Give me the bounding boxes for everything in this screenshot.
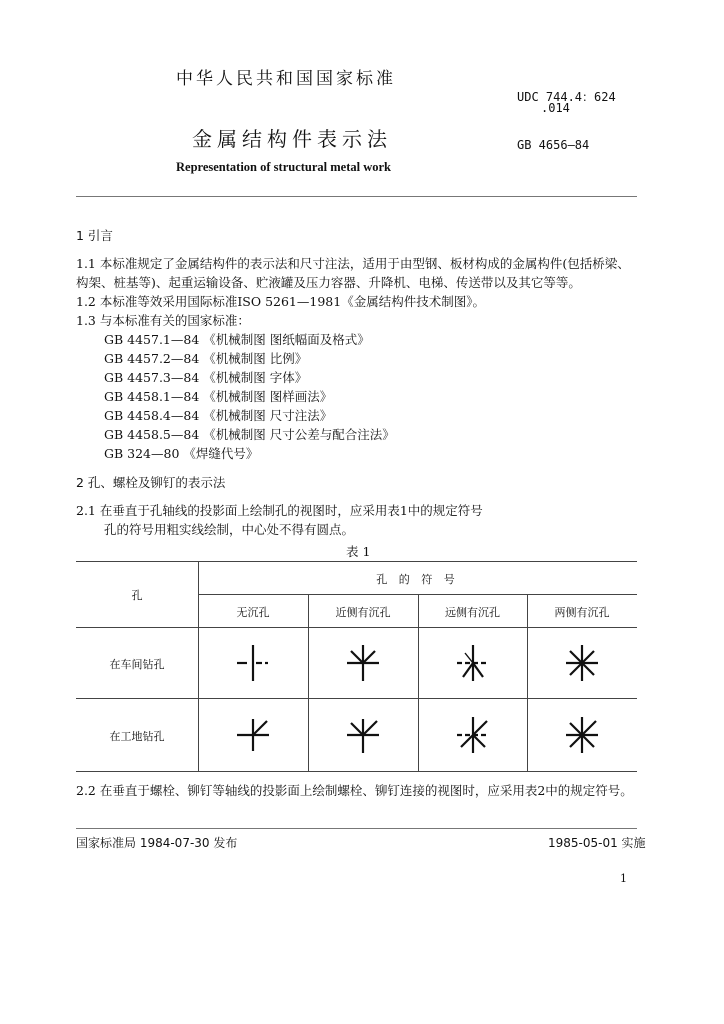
issue-date: 国家标准局 1984-07-30 发布 [76, 836, 238, 850]
standard-number: GB 4656—84 [517, 138, 590, 152]
header-divider [76, 196, 637, 197]
hole-symbol-shop-far-countersink [443, 633, 503, 693]
table-column-divider [418, 594, 419, 771]
column-header-near-countersink: 近侧有沉孔 [335, 606, 391, 619]
table-header-divider [76, 627, 637, 628]
table-1-caption: 表 1 [346, 544, 371, 559]
column-header-no-countersink: 无沉孔 [236, 606, 270, 619]
section-1-heading: 1 引言 [76, 228, 113, 243]
hole-symbol-field-both-countersink [552, 705, 612, 765]
reference-standard: GB 4457.3—84 《机械制图 字体》 [104, 370, 308, 385]
paragraph-2-1: 2.1 在垂直于孔轴线的投影面上绘制孔的视图时，应采用表1中的规定符号 [76, 503, 483, 518]
table-row-divider [76, 698, 637, 699]
paragraph-1-1: 1.1 本标准规定了金属结构件的表示法和尺寸注法，适用于由型钢、板材构成的金属构件(包括桥梁、 [76, 256, 630, 271]
effective-date: 1985-05-01 实施 [548, 836, 646, 850]
reference-standard: GB 4457.2—84 《机械制图 比例》 [104, 351, 308, 366]
row-label-field-drilled: 在工地钻孔 [109, 730, 165, 743]
row-label-shop-drilled: 在车间钻孔 [109, 658, 165, 671]
hole-symbol-field-no-countersink [223, 705, 283, 765]
paragraph-2-1-continued: 孔的符号用粗实线绘制，中心处不得有圆点。 [104, 522, 355, 537]
table-group-header: 孔 的 符 号 [376, 573, 459, 586]
standard-type-title: 中华人民共和国国家标准 [176, 69, 396, 89]
hole-symbol-shop-near-countersink [333, 633, 393, 693]
footer-divider [76, 828, 637, 829]
reference-standard: GB 4457.1—84 《机械制图 图纸幅面及格式》 [104, 332, 370, 347]
hole-symbol-shop-no-countersink [223, 633, 283, 693]
table-row-header: 孔 [131, 589, 143, 602]
paragraph-1-3: 1.3 与本标准有关的国家标准： [76, 313, 250, 328]
table-border-top [76, 561, 637, 562]
reference-standard: GB 324—80 《焊缝代号》 [104, 446, 259, 461]
table-column-divider [527, 594, 528, 771]
paragraph-1-2: 1.2 本标准等效采用国际标准ISO 5261—1981《金属结构件技术制图》。 [76, 294, 485, 309]
document-title: 金属结构件表示法 [192, 127, 392, 151]
hole-symbol-field-near-countersink [333, 705, 393, 765]
udc-code: UDC 744.4：624 [517, 90, 616, 104]
udc-code-continued: .014 [541, 101, 570, 115]
reference-standard: GB 4458.1—84 《机械制图 图样画法》 [104, 389, 333, 404]
reference-standard: GB 4458.4—84 《机械制图 尺寸注法》 [104, 408, 333, 423]
hole-symbol-shop-both-countersink [552, 633, 612, 693]
table-column-divider [198, 561, 199, 771]
hole-symbol-field-far-countersink [443, 705, 503, 765]
page-number: 1 [620, 872, 627, 885]
english-title: Representation of structural metal work [176, 160, 392, 174]
table-border-bottom [76, 771, 637, 772]
reference-standard: GB 4458.5—84 《机械制图 尺寸公差与配合注法》 [104, 427, 395, 442]
paragraph-1-1-continued: 构架、桩基等)、起重运输设备、贮液罐及压力容器、升降机、电梯、传送带以及其它等等。 [76, 275, 581, 290]
section-2-heading: 2 孔、螺栓及铆钉的表示法 [76, 475, 226, 490]
column-header-both-countersink: 两侧有沉孔 [554, 606, 610, 619]
table-column-divider [308, 594, 309, 771]
paragraph-2-2: 2.2 在垂直于螺栓、铆钉等轴线的投影面上绘制螺栓、铆钉连接的视图时，应采用表2中的规定符号。 [76, 783, 633, 798]
column-header-far-countersink: 远侧有沉孔 [445, 606, 500, 619]
